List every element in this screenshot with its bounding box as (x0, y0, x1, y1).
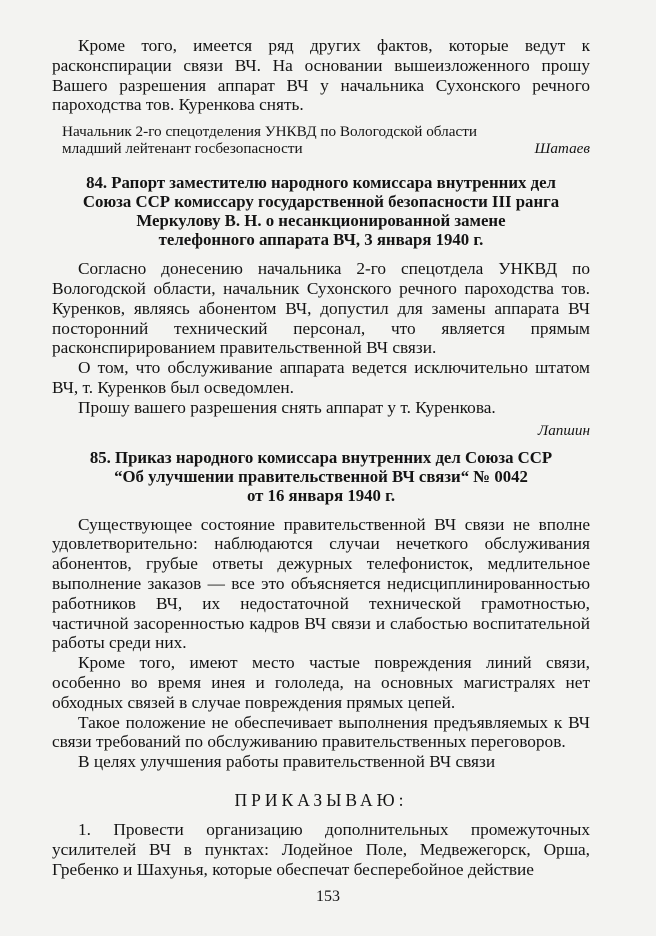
doc-84-paragraph: Прошу вашего разрешения снять аппарат у т. Куренкова. (78, 397, 496, 417)
page-number: 153 (316, 888, 340, 905)
doc-85-title (52, 448, 590, 505)
doc-85-paragraph: Кроме того, имеют место частые повреждения линий связи, особенно во время инея и гололеда, на основных магистралях нет обходных связей в случае повреждения прямых цепей. (52, 653, 590, 712)
doc-84-title (52, 173, 590, 249)
doc-84-title-line: телефонного аппарата ВЧ, 3 января 1940 г. (158, 230, 484, 250)
doc-84-paragraph: О том, что обслуживание аппарата ведется исключительно штатом ВЧ, т. Куренков был осведомлен. (52, 358, 590, 397)
doc-85-paragraph: Существующее состояние правительственной ВЧ связи не вполне удовлетворительно: наблюдаются случаи нечеткого обслуживания абонентов, грубые ответы дежурных телефонисток, медлительное выполнение заказов — все это объясняется недисциплинированностью работников ВЧ, их недостаточной технической грамотностью, частичной засоренностью кадров ВЧ связи и слабостью воспитательной работы среди них. (52, 514, 590, 653)
doc-85-paragraph: Такое положение не обеспечивает выполнения предъявляемых к ВЧ связи требований по обслуживанию правительственных переговоров. (52, 712, 590, 752)
order-heading: ПРИКАЗЫВАЮ: (234, 789, 408, 810)
doc-85-title-line: от 16 января 1940 г. (246, 485, 396, 505)
signature-position-line: Начальник 2-го спецотделения УНКВД по Вологодской области (62, 123, 477, 141)
doc-85-title-line: 85. Приказ народного комиссара внутренних дел Союза ССР (89, 447, 553, 467)
intro-paragraph: Кроме того, имеется ряд других фактов, которые ведут к расконспирации связи ВЧ. На основании вышеизложенного прошу Вашего разрешения аппарат ВЧ у начальника Сухонского речного пароходства тов. Куренкова снять. (52, 36, 590, 115)
doc-85-paragraph: В целях улучшения работы правительственной ВЧ связи (78, 752, 496, 772)
doc-84-title-line: Союза ССР комиссару государственной безопасности III ранга (82, 192, 560, 212)
document-page (52, 36, 590, 879)
signature-name-lapshin: Лапшин (537, 421, 590, 439)
signature-rank-line: младший лейтенант госбезопасности (62, 140, 303, 158)
doc-84-title-line: Меркулову В. Н. о несанкционированной замене (136, 211, 506, 231)
order-item-1: 1. Провести организацию дополнительных промежуточных усилителей ВЧ в пунктах: Лодейное Поле, Медвежегорск, Орша, Гребенко и Шахунья, которые обеспечат бесперебойное действие (52, 819, 590, 879)
signature-name-shataev: Шатаев (534, 140, 590, 158)
doc-85-title-line: “Об улучшении правительственной ВЧ связи“ № 0042 (114, 466, 528, 486)
doc-84-paragraph: Согласно донесению начальника 2-го спецотдела УНКВД по Вологодской области, начальник Сухонского речного пароходства тов. Куренков, являясь абонентом ВЧ, допустил для замены аппарата ВЧ посторонний технический персонал, что является прямым расконспирированием правительственной ВЧ связи. (52, 259, 590, 358)
doc-84-title-line: 84. Рапорт заместителю народного комиссара внутренних дел (86, 173, 556, 193)
